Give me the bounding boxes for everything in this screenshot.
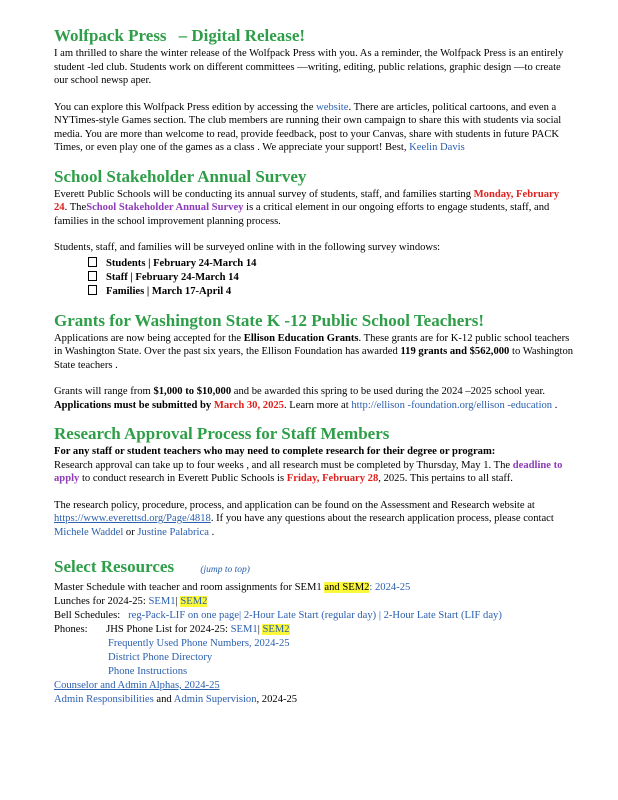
wolfpack-website-link[interactable]: website — [316, 101, 349, 113]
michele-waddel-link[interactable]: Michele Waddel — [54, 526, 124, 538]
wolfpack-heading — [54, 26, 574, 46]
phones-sem1-link[interactable]: SEM1 — [230, 624, 258, 635]
survey-window-item — [88, 285, 574, 299]
counselor-admin-alphas-link[interactable]: Counselor and Admin Alphas, 2024-25 — [54, 680, 220, 691]
wolfpack-explore-text-2: . There are articles, political cartoons, and even a NYTimes-style Games section. The club members are running their own campaign to share this with students via social media. You are more than welcome to read, provide feedback, post to your Canvas, share with students in future PACK Times, or even play one of the games as a class . We appreciate your support! Best, — [54, 101, 562, 153]
lunches-text: Lunches for 2024-25: — [54, 596, 146, 607]
survey-section — [54, 167, 574, 299]
research-deadline-date: Friday, February 28 — [286, 473, 379, 484]
survey-intro: Everett Public Schools will be conducting its annual survey of students, staff, and families starting Monday, February 24. TheSchool Stakeholder Annual Survey is a critical element in our ongoing efforts to engage students, staff, and families in the school improvement planning process. — [54, 188, 560, 227]
admin-row — [54, 693, 574, 707]
grants-awarded-count: 119 grants and $562,000 — [400, 346, 510, 357]
ellison-foundation-link[interactable]: http://ellison -foundation.org/ellison -education — [351, 399, 553, 411]
research-policy-text: The research policy, procedure, process, and application can be found on the Assessment and Research website at — [54, 499, 535, 511]
grants-intro-text-3: to Washington State teachers . — [54, 346, 574, 371]
grants-range: $1,000 to $10,000 — [153, 386, 232, 397]
survey-intro-text-2: is a critical element in our ongoing efforts to engage students, staff, and families in the school improvement planning process. — [54, 202, 550, 227]
phones-row: Phones: JHS Phone List for 2024-25: SEM1| SEM2 — [54, 624, 290, 635]
survey-the-text: The — [69, 202, 87, 213]
jump-to-top-link[interactable]: (jump to top) — [200, 565, 250, 575]
survey-window-label: Students | February 24-March 14 — [106, 257, 257, 269]
newsletter-page — [54, 26, 574, 707]
grants-intro-text-2: . These grants are for K-12 public school teachers in Washington State. Over the past six years, the Ellison Foundation has awarded — [54, 332, 570, 357]
research-or-text: or — [125, 526, 135, 538]
district-phone-directory-link[interactable]: District Phone Directory — [108, 652, 213, 663]
phones-list-item — [54, 637, 574, 651]
admin-supervision-link[interactable]: Admin Supervision — [173, 694, 257, 705]
admin-year-text: , 2024-25 — [256, 694, 298, 705]
research-heading: Research Approval Process for Staff Members — [54, 424, 390, 443]
master-schedule-row — [54, 581, 574, 595]
phones-sem2-link[interactable]: SEM2 — [262, 624, 290, 635]
grants-intro-text: Applications are now being accepted for the — [54, 332, 242, 344]
research-policy-text-2: . If you have any questions about the research application process, please contact — [210, 513, 554, 524]
survey-windows-intro: Students, staff, and families will be surveyed online with in the following survey windows: — [54, 242, 441, 253]
research-timeline-text-3: , 2025. This pertains to all staff. — [378, 473, 513, 484]
research-section — [54, 424, 574, 539]
phones-text: JHS Phone List for 2024-25: — [106, 624, 228, 635]
admin-responsibilities-link[interactable]: Admin Responsibilities — [54, 694, 154, 705]
survey-start-date: Monday, February 24 — [54, 188, 560, 213]
grants-details-text: Grants will range from — [54, 386, 151, 397]
grants-program-name: Ellison Education Grants — [243, 332, 359, 344]
master-schedule-link[interactable]: : 2024-25 — [369, 582, 411, 593]
admin-and-text: and — [156, 694, 172, 705]
bell-schedules-links[interactable]: reg-Pack-LIF on one page| 2-Hour Late Start (regular day) | 2-Hour Late Start (LIF day) — [128, 610, 502, 621]
master-schedule-sem2: and SEM2 — [324, 582, 370, 593]
research-policy-end: . — [211, 526, 215, 538]
wolfpack-section — [54, 26, 574, 155]
survey-window-item — [88, 271, 574, 285]
survey-windows-list — [54, 257, 574, 299]
phones-list-item — [54, 665, 574, 679]
phone-instructions-link[interactable]: Phone Instructions — [108, 666, 188, 677]
grants-details — [54, 385, 574, 412]
lunches-sem1-link[interactable]: SEM1 — [148, 596, 176, 607]
research-timeline — [54, 459, 574, 486]
resources-heading — [54, 557, 574, 580]
master-schedule-text: Master Schedule with teacher and room assignments for SEM1 — [54, 582, 322, 593]
counselor-row — [54, 679, 574, 693]
grants-section — [54, 311, 574, 413]
checkbox-bullet-icon — [88, 257, 97, 267]
phones-label: Phones: — [54, 624, 88, 635]
grants-due-date: March 30, 2025 — [213, 399, 284, 411]
lunches-sem2-link[interactable]: SEM2 — [180, 596, 208, 607]
research-policy — [54, 499, 574, 540]
survey-heading: School Stakeholder Annual Survey — [54, 166, 307, 186]
survey-window-label: Staff | February 24-March 14 — [106, 271, 239, 283]
grants-details-text-3: . Learn more at — [283, 399, 349, 411]
lunches-row: Lunches for 2024-25: SEM1| SEM2 — [54, 596, 208, 607]
research-lead: For any staff or student teachers who may need to complete research for their degree or program: — [54, 446, 496, 457]
resources-title: Select Resources — [54, 557, 175, 576]
grants-details-text-2: and be awarded this spring to be used during the 2024 –2025 school year. — [233, 386, 546, 397]
survey-window-item — [88, 257, 574, 271]
grants-heading: Grants for Washington State K -12 Public School Teachers! — [54, 310, 485, 330]
bell-schedules-row — [54, 609, 574, 623]
wolfpack-explore — [54, 101, 574, 155]
survey-window-label: Families | March 17-April 4 — [106, 285, 232, 297]
grants-intro — [54, 332, 574, 373]
keelin-davis-link[interactable]: Keelin Davis — [409, 142, 465, 153]
resources-section — [54, 557, 574, 707]
grants-due-label: Applications must be submitted by — [54, 399, 212, 411]
research-website-link[interactable]: https://www.everettsd.org/Page/4818 — [54, 513, 211, 524]
phones-list-item — [54, 651, 574, 665]
survey-intro-text: Everett Public Schools will be conducting its annual survey of students, staff, and families starting — [54, 188, 472, 200]
research-timeline-text: Research approval can take up to four weeks , and all research must be completed by Thursday, May 1. The — [54, 459, 511, 471]
checkbox-bullet-icon — [88, 285, 97, 295]
research-deadline-label: deadline to apply — [54, 459, 563, 484]
survey-name: School Stakeholder Annual Survey — [86, 202, 244, 213]
grants-details-end: . — [554, 399, 558, 411]
bell-schedules-label: Bell Schedules: — [54, 610, 121, 621]
wolfpack-title-suffix: – Digital Release! — [178, 26, 306, 45]
justine-palabrica-link[interactable]: Justine Palabrica — [137, 526, 209, 538]
wolfpack-title: Wolfpack Press — [54, 26, 167, 45]
frequently-used-phones-link[interactable]: Frequently Used Phone Numbers, 2024-25 — [108, 638, 290, 649]
wolfpack-explore-text: You can explore this Wolfpack Press edition by accessing the — [54, 101, 314, 113]
checkbox-bullet-icon — [88, 271, 97, 281]
wolfpack-intro: I am thrilled to share the winter release of the Wolfpack Press with you. As a reminder, the Wolfpack Press is an entirely student -led club. Students work on different committees —writing, editing, public relations, graphic design —to create our school newsp aper. — [54, 48, 564, 86]
research-timeline-text-2: to conduct research in Everett Public Schools is — [81, 473, 285, 484]
